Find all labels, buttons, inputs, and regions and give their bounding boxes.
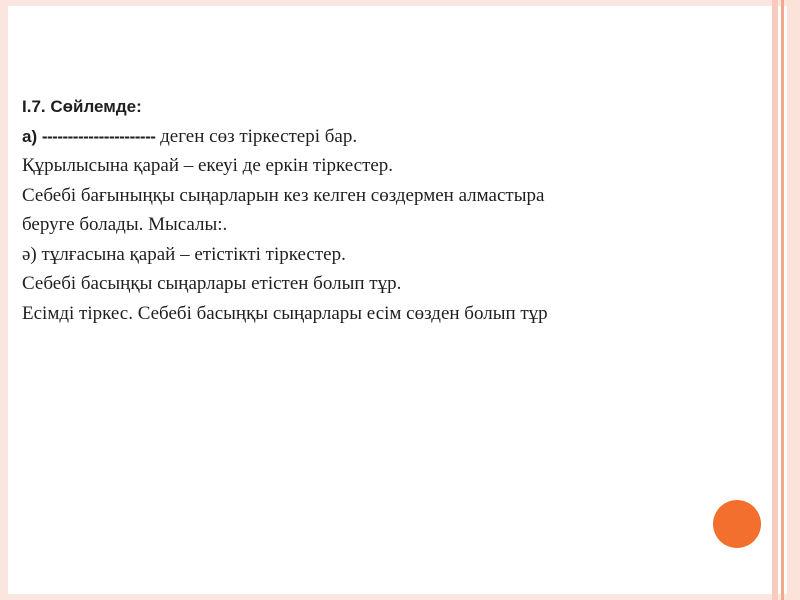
item-marker: а) <box>22 126 42 146</box>
slide-heading: І.7. Сөйлемде: <box>22 97 142 116</box>
slide-body <box>22 92 772 328</box>
line-text: деген сөз тіркестері бар. <box>155 125 358 147</box>
text-line: Құрылысына қарай – екеуі де еркін тіркестер. <box>22 155 394 176</box>
decorative-stripe <box>781 0 784 600</box>
text-line: Есімді тіркес. Себебі басыңқы сыңарлары есім сөзден болып тұр <box>22 302 548 324</box>
decorative-stripe <box>772 0 778 600</box>
text-line: ә) тұлғасына қарай – етістікті тіркестер. <box>22 243 346 265</box>
slide-border-bottom <box>0 594 800 600</box>
slide-border-left <box>0 0 8 600</box>
text-line: Себебі бағыныңқы сыңарларын кез келген сөздермен алмастыра <box>22 184 545 206</box>
text-line: беруге болады. Мысалы:. <box>22 214 228 235</box>
slide-border-top <box>0 0 800 6</box>
decorative-circle <box>713 500 761 548</box>
text-line <box>22 122 772 152</box>
decorative-stripe <box>787 0 800 600</box>
blank-dashes: ---------------------- <box>41 126 156 146</box>
text-line: Себебі басыңқы сыңарлары етістен болып тұр. <box>22 273 402 294</box>
